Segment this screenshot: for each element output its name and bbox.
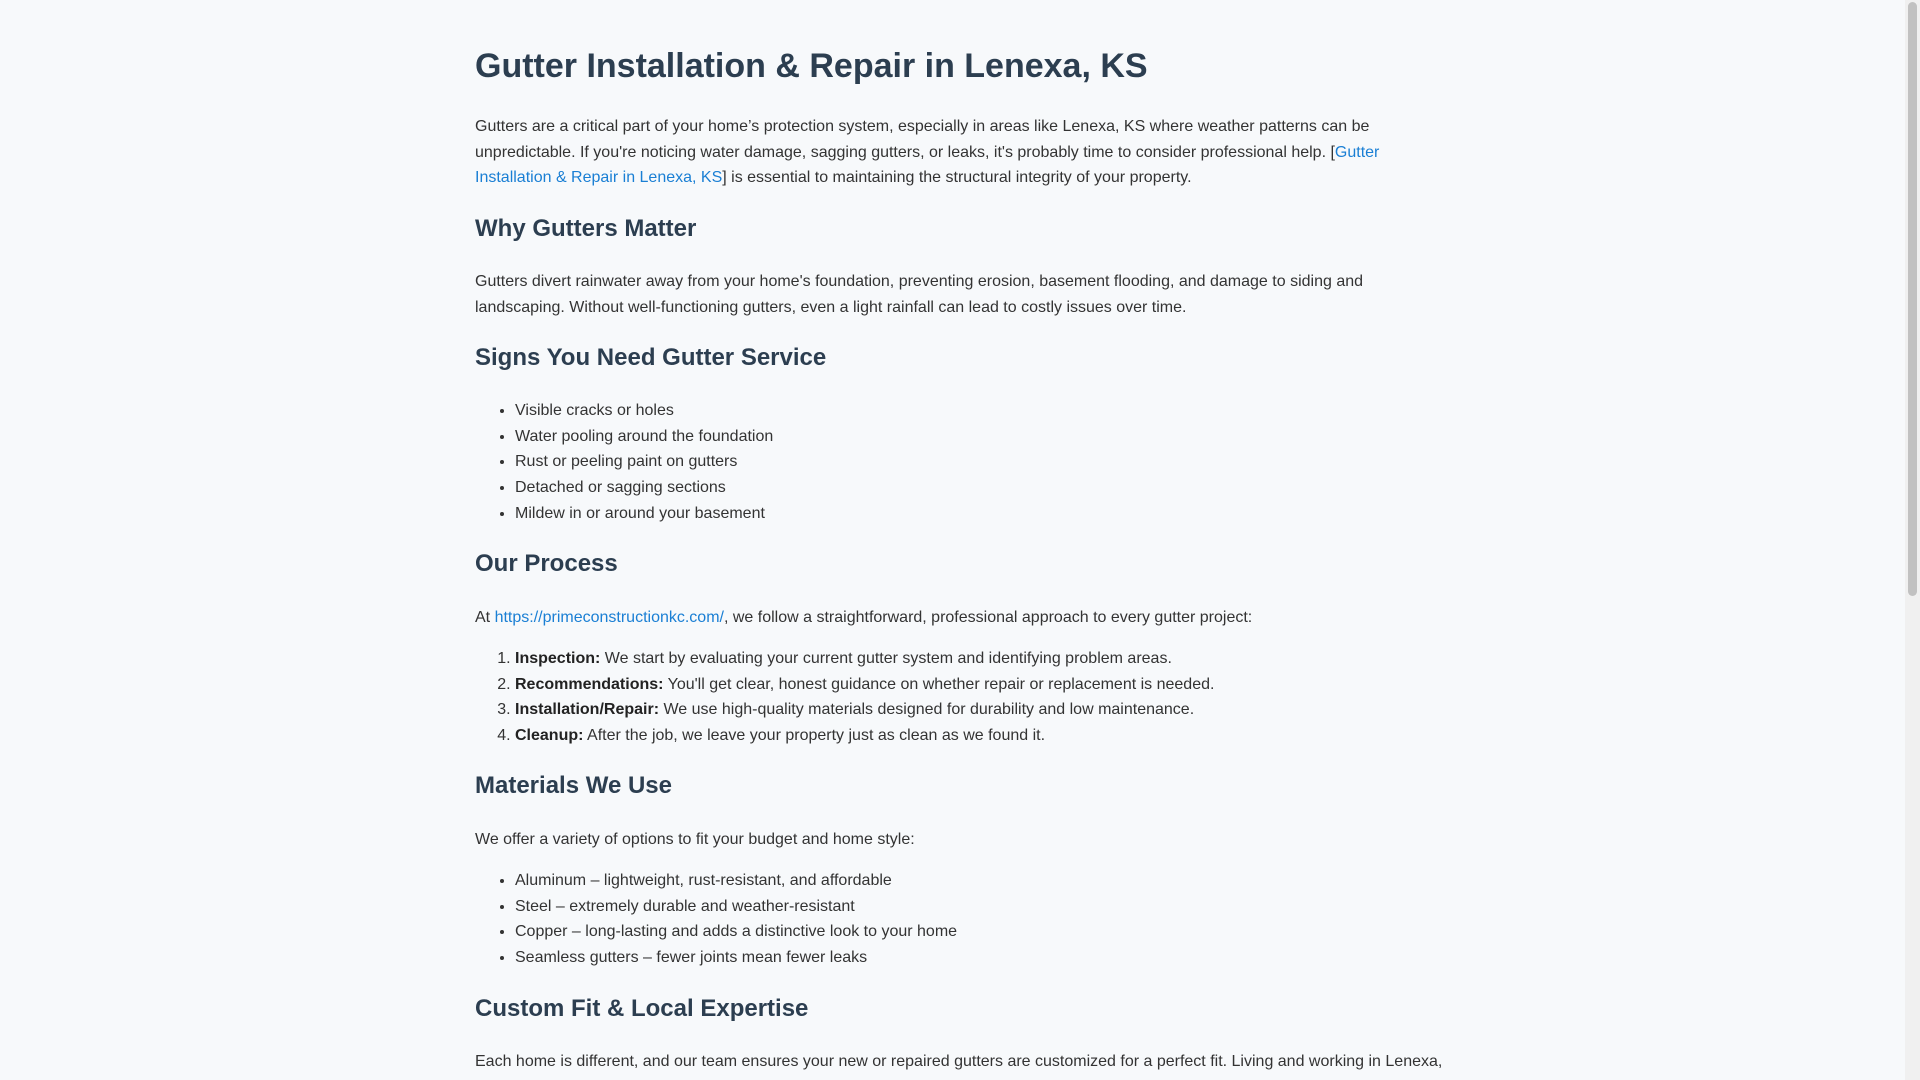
list-item: • Detached or sagging sections bbox=[515, 475, 1445, 501]
intro-paragraph bbox=[475, 114, 1445, 191]
custom-paragraph: Each home is different, and our team ensures your new or repaired gutters are customized for a perfect fit. Living and working in Lenexa, bbox=[475, 1053, 1443, 1070]
step-item bbox=[515, 697, 1445, 723]
signs-list bbox=[475, 398, 1445, 527]
vertical-scrollbar[interactable] bbox=[1905, 0, 1920, 1080]
intro-text-before: Gutters are a critical part of your home’s protection system, especially in areas like Lenexa, KS where weather patterns can be unpredictable. If you're noticing water damage, sagging gutters, or leaks, it's probably time to consider professional help. [ bbox=[475, 118, 1370, 161]
signs-heading: Signs You Need Gutter Service bbox=[475, 344, 827, 371]
why-paragraph: Gutters divert rainwater away from your home's foundation, preventing erosion, basement flooding, and damage to siding and landscaping. Without well-functioning gutters, even a light rainfall can lead to costly issues over time. bbox=[475, 273, 1364, 316]
list-item: • Rust or peeling paint on gutters bbox=[515, 449, 1445, 475]
step-item bbox=[515, 646, 1445, 672]
list-item: • Mildew in or around your basement bbox=[515, 501, 1445, 527]
list-item: • Copper – long-lasting and adds a distinctive look to your home bbox=[515, 919, 1445, 945]
intro-link[interactable]: Gutter Installation & Repair in Lenexa, KS bbox=[475, 143, 1380, 186]
company-link[interactable]: https://primeconstructionkc.com/ bbox=[494, 609, 724, 626]
step-text: We start by evaluating your current gutter system and identifying problem areas. bbox=[600, 650, 1172, 667]
step-text: We use high-quality materials designed for durability and low maintenance. bbox=[659, 701, 1195, 719]
list-item: • Seamless gutters – fewer joints mean fewer leaks bbox=[515, 945, 1445, 971]
step-label: Installation/Repair: bbox=[515, 701, 660, 719]
why-heading: Why Gutters Matter bbox=[475, 215, 697, 242]
page-title: Gutter Installation & Repair in Lenexa, KS bbox=[475, 47, 1148, 85]
step-label: Recommendations: bbox=[515, 675, 664, 693]
list-item: • Water pooling around the foundation bbox=[515, 424, 1445, 450]
materials-list bbox=[475, 868, 1445, 971]
process-intro bbox=[475, 605, 1445, 631]
process-heading: Our Process bbox=[475, 550, 618, 577]
step-label: Cleanup: bbox=[515, 727, 584, 745]
step-text: After the job, we leave your property just as clean as we found it. bbox=[583, 727, 1046, 745]
materials-intro: We offer a variety of options to fit your budget and home style: bbox=[475, 831, 915, 848]
materials-heading: Materials We Use bbox=[475, 772, 672, 799]
step-text: You'll get clear, honest guidance on whether repair or replacement is needed. bbox=[663, 675, 1215, 693]
scrollbar-thumb[interactable] bbox=[1908, 2, 1917, 596]
process-intro-before: At bbox=[475, 609, 495, 626]
list-item: • Steel – extremely durable and weather-resistant bbox=[515, 894, 1445, 920]
step-item bbox=[515, 672, 1445, 698]
step-label: Inspection: bbox=[515, 650, 601, 667]
process-intro-after: , we follow a straightforward, professional approach to every gutter project: bbox=[723, 609, 1253, 626]
list-item: • Aluminum – lightweight, rust-resistant, and affordable bbox=[515, 868, 1445, 894]
process-steps bbox=[475, 646, 1445, 749]
intro-text-after: ] is essential to maintaining the structural integrity of your property. bbox=[722, 169, 1192, 186]
custom-heading: Custom Fit & Local Expertise bbox=[475, 995, 809, 1022]
step-item bbox=[515, 723, 1445, 749]
list-item: • Visible cracks or holes bbox=[515, 398, 1445, 424]
